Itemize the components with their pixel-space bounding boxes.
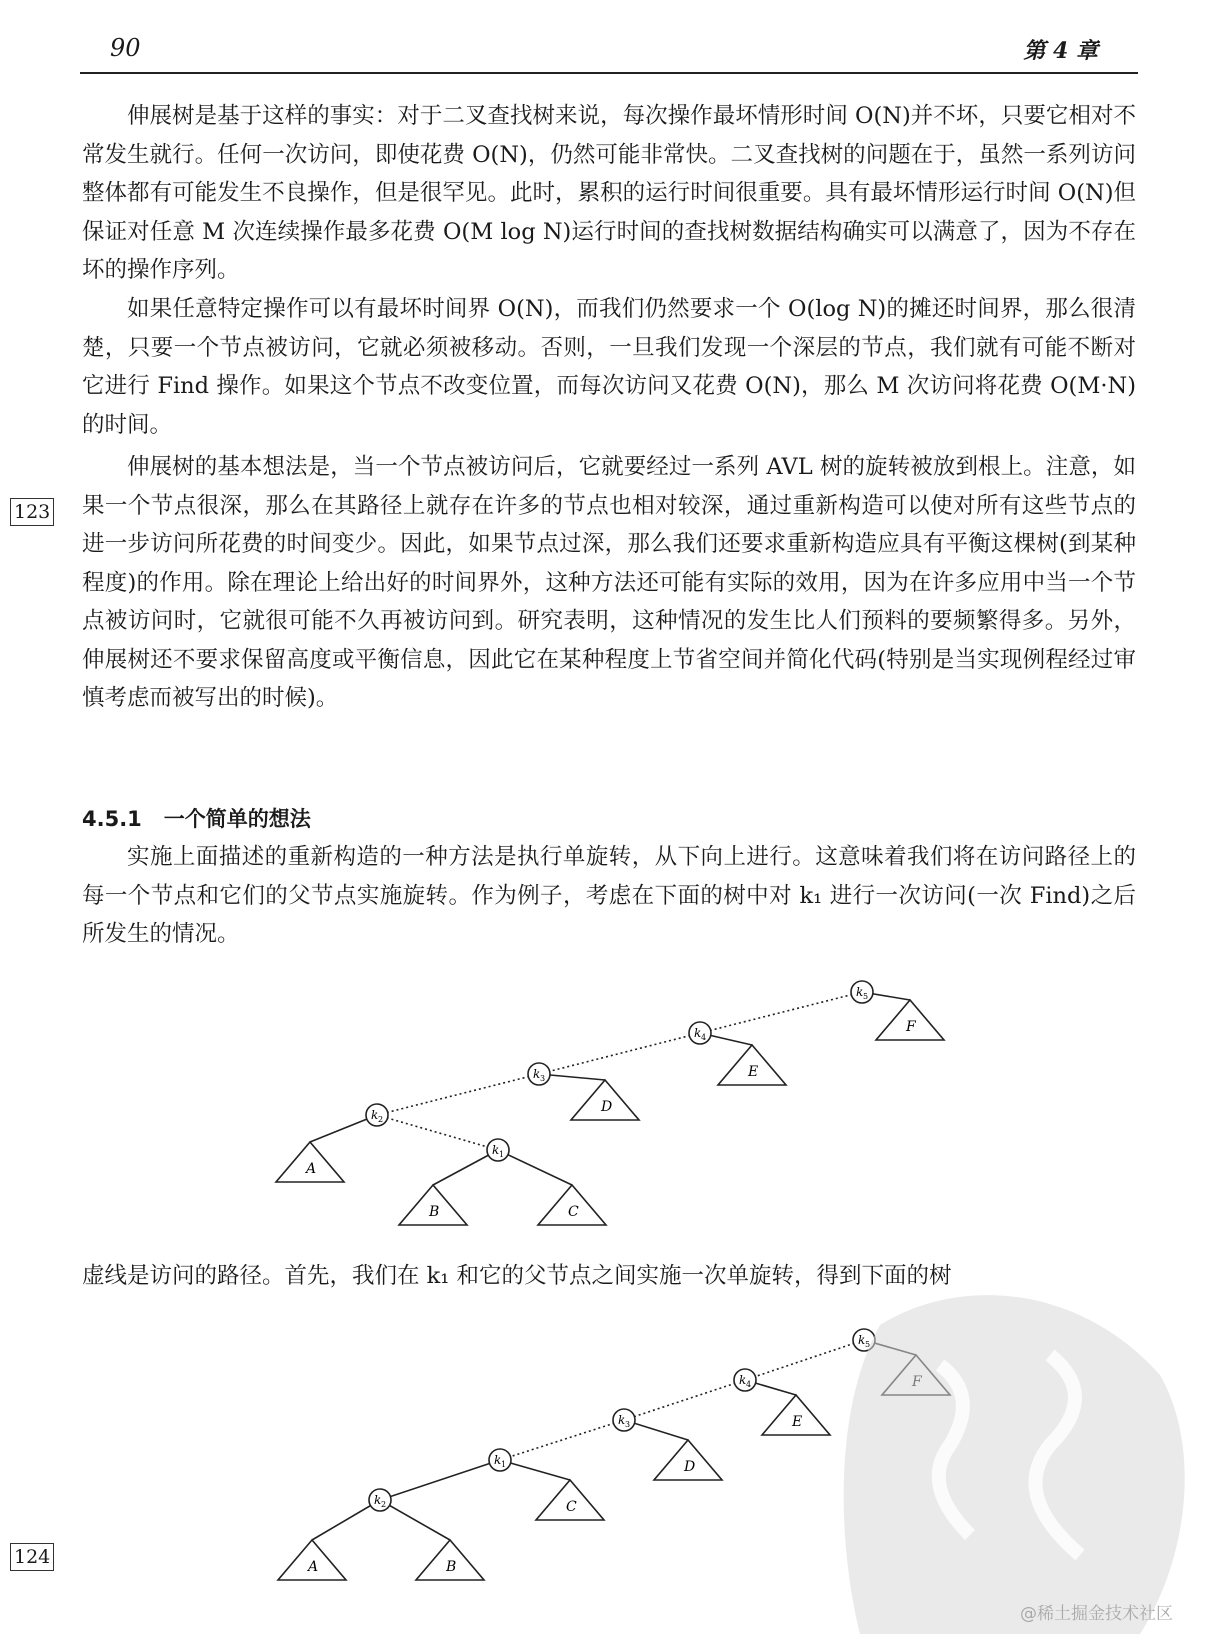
paragraph-3 xyxy=(82,448,1136,718)
paragraph-text: 实施上面描述的重新构造的一种方法是执行单旋转，从下向上进行。这意味着我们将在访问路径上的每一个节点和它们的父节点实施旋转。作为例子，考虑在下面的树中对 k₁ 进行一次访问(一次 Find)之后所发生的情况。 xyxy=(82,844,1136,947)
node-label: k xyxy=(694,1026,702,1040)
subtree-label: C xyxy=(568,1204,579,1220)
figure-caption: 虚线是访问的路径。首先，我们在 k₁ 和它的父节点之间实施一次单旋转，得到下面的树 xyxy=(82,1263,952,1289)
node-subscript: 5 xyxy=(865,1340,871,1349)
access-path-edge xyxy=(700,992,862,1033)
node-label: k xyxy=(371,1108,379,1122)
paragraph-text: 伸展树的基本想法是，当一个节点被访问后，它就要经过一系列 AVL 树的旋转被放到根上。注意，如果一个节点很深，那么在其路径上就存在许多的节点也相对较深，通过重新构造可以使对所有这些节点的进一步访问所花费的时间变少。因此，如果节点过深，那么我们还要求重新构造应具有平衡这棵树(到某种程度)的作用。除在理论上给出好的时间界外，这种方法还可能有实际的效用，因为在许多应用中当一个节点被访问时，它就很可能不久再被访问到。研究表明，这种情况的发生比人们预料的要频繁得多。另外，伸展树还不要求保留高度或平衡信息，因此它在某种程度上节省空间并简化代码(特别是当实现例程经过审慎考虑而被写出的时候)。 xyxy=(82,454,1136,711)
margin-page-ref: 123 xyxy=(10,498,54,526)
tree-edge xyxy=(380,1460,500,1500)
access-path-edge xyxy=(377,1115,498,1150)
node-label: k xyxy=(858,1333,866,1347)
page-header xyxy=(80,28,1138,74)
section-heading xyxy=(82,803,311,833)
subtree-label: E xyxy=(748,1064,759,1080)
access-path-edge xyxy=(500,1420,624,1460)
subtree-label: A xyxy=(308,1559,319,1575)
subtree-label: A xyxy=(306,1161,317,1177)
margin-page-ref: 124 xyxy=(10,1543,54,1571)
subtree-label: E xyxy=(792,1414,803,1430)
subtree-label: B xyxy=(429,1204,440,1220)
node-subscript: 2 xyxy=(378,1115,384,1124)
node-subscript: 1 xyxy=(501,1460,507,1469)
node-label: k xyxy=(492,1143,500,1157)
node-label: k xyxy=(618,1413,626,1427)
node-label: k xyxy=(739,1373,747,1387)
library-stamp-image xyxy=(820,1255,1200,1634)
access-path-edge xyxy=(539,1033,700,1074)
node-subscript: 2 xyxy=(381,1500,387,1509)
node-subscript: 4 xyxy=(746,1380,752,1389)
paragraph-text: 伸展树是基于这样的事实：对于二叉查找树来说，每次操作最坏情形时间 O(N)并不坏，只要它相对不常发生就行。任何一次访问，即使花费 O(N)，仍然可能非常快。二叉查找树的问题在于，虽然一系列访问整体都有可能发生不良操作，但是很罕见。此时，累积的运行时间很重要。具有最坏情形运行时间 O(N)但保证对任意 M 次连续操作最多花费 O(M log N)运行时间的查找树数据结构确实可以满意了，因为不存在坏的操作序列。 xyxy=(82,103,1136,283)
section-number: 4.5.1 xyxy=(82,807,142,831)
subtree-label: D xyxy=(601,1099,613,1115)
chapter-title: 第 4 章 xyxy=(1023,38,1098,64)
node-label: k xyxy=(374,1493,382,1507)
paragraph-1 xyxy=(82,97,1136,290)
node-subscript: 3 xyxy=(540,1074,546,1083)
tree-edge xyxy=(312,1500,380,1540)
node-subscript: 5 xyxy=(863,992,869,1001)
node-label: k xyxy=(494,1453,502,1467)
page-number: 90 xyxy=(110,34,141,62)
subtree-label: B xyxy=(446,1559,457,1575)
node-subscript: 3 xyxy=(625,1420,631,1429)
watermark: @稀土掘金技术社区 xyxy=(1020,1604,1173,1624)
node-label: k xyxy=(533,1067,541,1081)
paragraph-text: 如果任意特定操作可以有最坏时间界 O(N)，而我们仍然要求一个 O(log N)的摊还时间界，那么很清楚，只要一个节点被访问，它就必须被移动。否则，一旦我们发现一个深层的节点，我们就有可能不断对它进行 Find 操作。如果这个节点不改变位置，而每次访问又花费 O(N)，那么 M 次访问将花费 O(M·N)的时间。 xyxy=(82,296,1136,438)
tree-diagram-before xyxy=(0,930,1209,1220)
node-subscript: 1 xyxy=(499,1150,505,1159)
tree-edge xyxy=(380,1500,450,1540)
node-subscript: 4 xyxy=(701,1033,707,1042)
access-path-edge xyxy=(624,1380,745,1420)
tree-edge xyxy=(498,1150,572,1185)
section-title: 一个简单的想法 xyxy=(163,807,311,831)
subtree-label: C xyxy=(566,1499,577,1515)
node-label: k xyxy=(856,985,864,999)
subtree-label: F xyxy=(906,1019,916,1035)
access-path-edge xyxy=(377,1074,539,1115)
paragraph-2 xyxy=(82,290,1136,444)
subtree-label: D xyxy=(684,1459,696,1475)
